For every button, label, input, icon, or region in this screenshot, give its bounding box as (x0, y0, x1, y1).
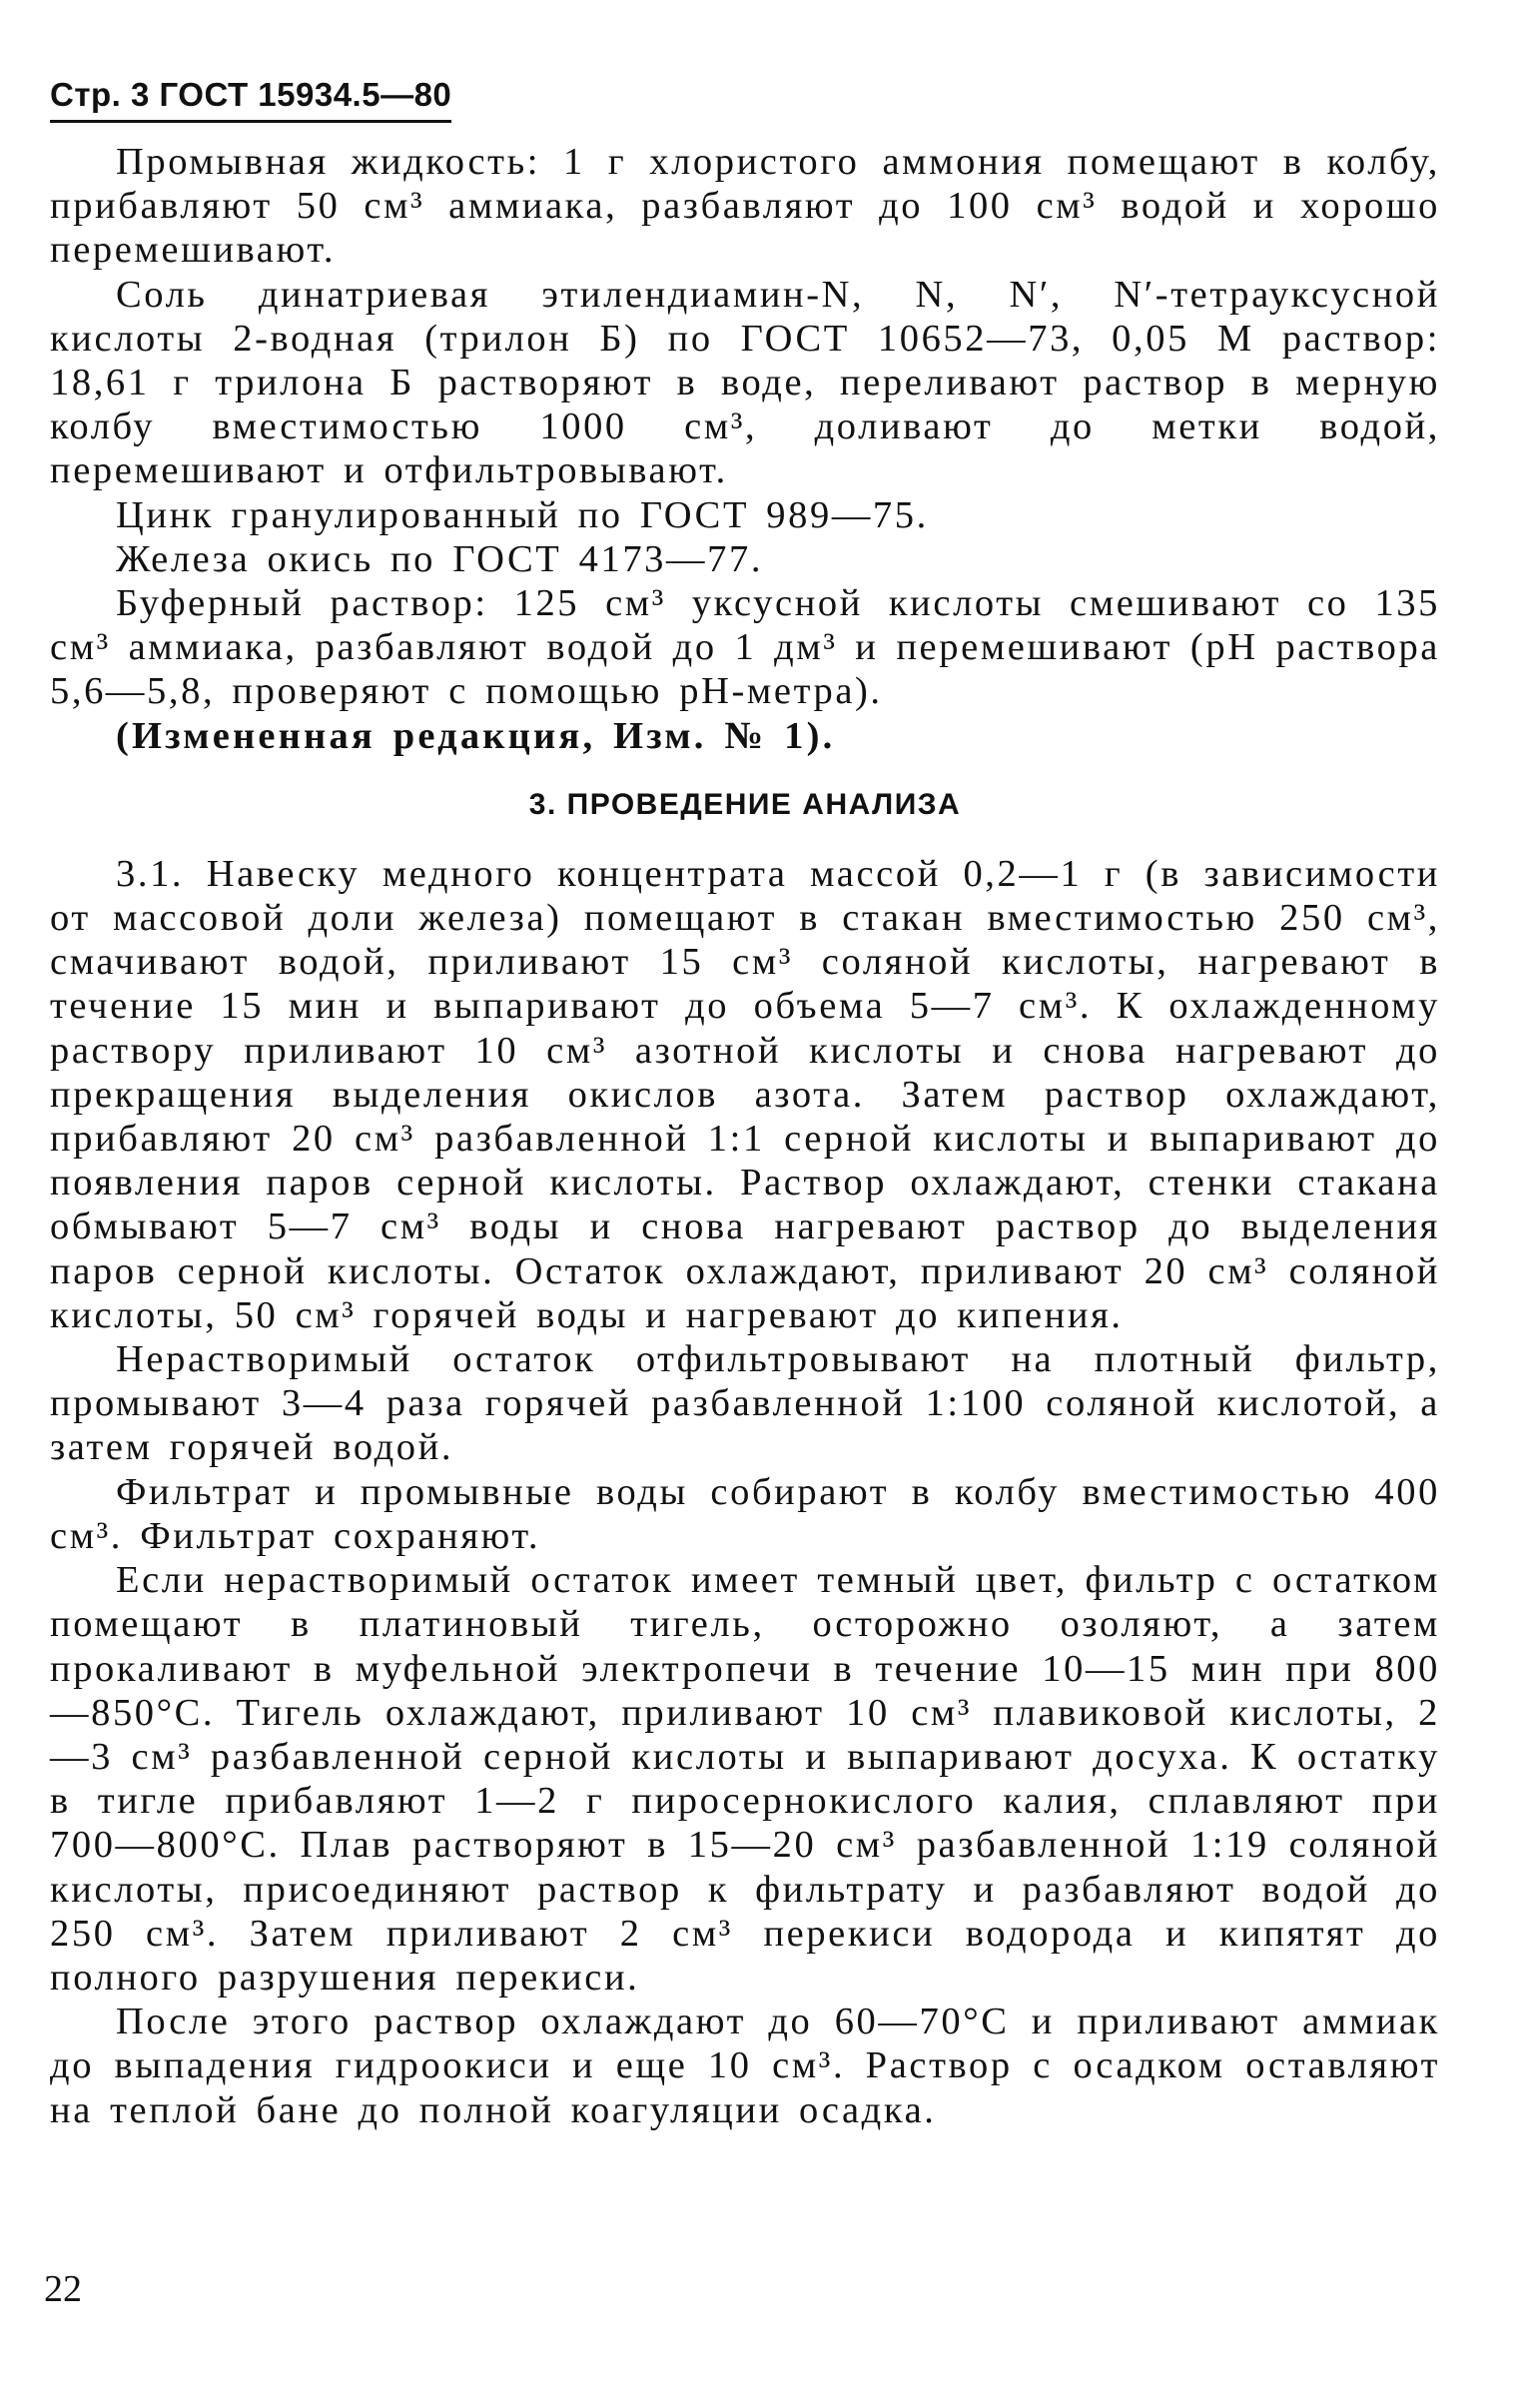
section-heading: 3. ПРОВЕДЕНИЕ АНАЛИЗА (528, 787, 962, 821)
page-number: 22 (44, 2268, 82, 2310)
paragraph-buffer-solution: Буферный раствор: 125 см³ уксусной кислоты смешивают со 135 см³ аммиака, разбавляют водой до 1 дм³ и перемешивают (рН раствора 5,6—5,8, проверяют с помощью рН-метра). (50, 582, 1440, 713)
paragraph-trilon-b: Соль динатриевая этилендиамин-N, N, N′, N′-тетрауксусной кислоты 2-водная (трилон Б) по ГОСТ 10652—73, 0,05 М раствор: 18,61 г трилона Б растворяют в воде, переливают раствор в мерную колбу вместимостью 1000 см³, доливают до метки водой, перемешивают и отфильтровывают. (50, 273, 1440, 492)
page-header: Стр. 3 ГОСТ 15934.5—80 (50, 76, 451, 123)
paragraph-3-1: 3.1. Навеску медного концентрата массой 0,2—1 г (в зависимости от массовой доли железа) помещают в стакан вместимостью 250 см³, смачивают водой, приливают 15 см³ соляной кислоты, нагревают в течение 15 мин и выпаривают до объема 5—7 см³. К охлажденному раствору приливают 10 см³ азотной кислоты и снова нагревают до прекращения выделения окислов азота. Затем раствор охлаждают, прибавляют 20 см³ разбавленной 1:1 серной кислоты и выпаривают до появления паров серной кислоты. Раствор охлаждают, стенки стакана обмывают 5—7 см³ воды и снова нагревают раствор до выделения паров серной кислоты. Остаток охлаждают, приливают 20 см³ соляной кислоты, 50 см³ горячей воды и нагревают до кипения. (50, 852, 1440, 1336)
paragraph-washing-liquid: Промывная жидкость: 1 г хлористого аммония помещают в колбу, прибавляют 50 см³ аммиака, разбавляют до 100 см³ водой и хорошо перемешивают. (50, 141, 1440, 272)
paragraph-insoluble-residue: Нерастворимый остаток отфильтровывают на плотный фильтр, промывают 3—4 раза горячей разбавленной 1:100 соляной кислотой, а затем горячей водой. (50, 1338, 1440, 1469)
paragraph-cooling: После этого раствор охлаждают до 60—70°С и приливают аммиак до выпадения гидроокиси и еще 10 см³. Раствор с осадком оставляют на теплой бане до полной коагуляции осадка. (50, 2001, 1440, 2131)
paragraph-zinc: Цинк гранулированный по ГОСТ 989—75. (116, 493, 929, 536)
amendment-note: (Измененная редакция, Изм. № 1). (116, 714, 836, 757)
paragraph-iron-oxide: Железа окись по ГОСТ 4173—77. (116, 537, 764, 580)
paragraph-filtrate: Фильтрат и промывные воды собирают в колбу вместимостью 400 см³. Фильтрат сохраняют. (50, 1470, 1440, 1557)
document-body (50, 140, 1440, 2132)
paragraph-dark-residue: Если нерастворимый остаток имеет темный цвет, фильтр с остатком помещают в платиновый тигель, осторожно озоляют, а затем прокаливают в муфельной электропечи в течение 10—15 мин при 800—850°С. Тигель охлаждают, приливают 10 см³ плавиковой кислоты, 2—3 см³ разбавленной серной кислоты и выпаривают досуха. К остатку в тигле прибавляют 1—2 г пиросернокислого калия, сплавляют при 700—800°С. Плав растворяют в 15—20 см³ разбавленной 1:19 соляной кислоты, присоединяют раствор к фильтрату и разбавляют водой до 250 см³. Затем приливают 2 см³ перекиси водорода и кипятят до полного разрушения перекиси. (50, 1559, 1440, 1999)
